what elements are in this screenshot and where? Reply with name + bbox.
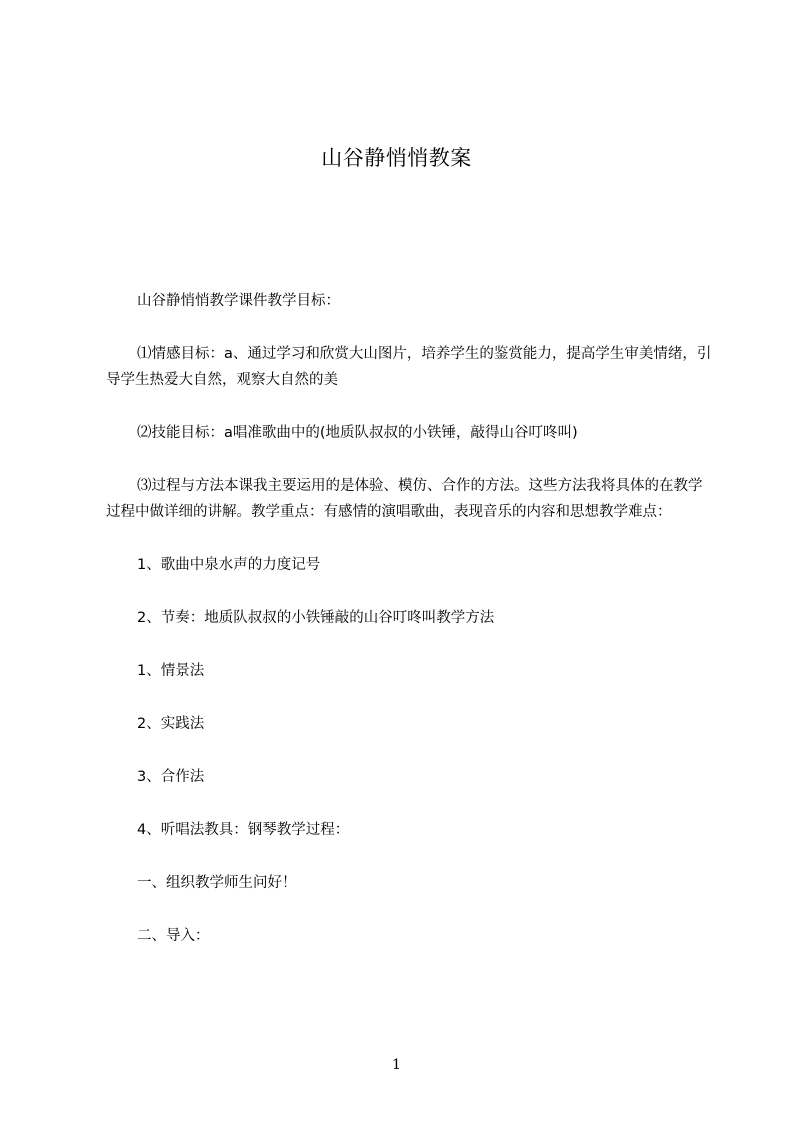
page-number: 1 [392, 1057, 401, 1073]
section-heading: 一、组织教学师生问好！ [137, 875, 297, 891]
paragraph: ⑴情感目标：a、通过学习和欣赏大山图片，培养学生的鉴赏能力，提高学生审美情绪，引导学生热爱大自然，观察大自然的美 [106, 346, 712, 388]
paragraph: ⑶过程与方法本课我主要运用的是体验、模仿、合作的方法。这些方法我将具体的在教学过程中做详细的讲解。教学重点：有感情的演唱歌曲，表现音乐的内容和思想教学难点： [106, 478, 703, 520]
paragraph: 山谷静悄悄教学课件教学目标： [137, 293, 340, 309]
document-title: 山谷静悄悄教案 [321, 146, 472, 170]
list-item: 2、节奏：地质队叔叔的小铁锤敲的山谷叮咚叫教学方法 [137, 610, 495, 626]
document-body [106, 288, 716, 976]
list-item: 4、听唱法教具：钢琴教学过程： [137, 822, 350, 838]
list-item: 1、歌曲中泉水声的力度记号 [137, 557, 321, 573]
list-item: 3、合作法 [137, 769, 205, 785]
list-item: 2、实践法 [137, 716, 205, 732]
paragraph: ⑵技能目标：a唱准歌曲中的(地质队叔叔的小铁锤，敲得山谷叮咚叫) [137, 425, 578, 441]
section-heading: 二、导入： [137, 928, 210, 944]
list-item: 1、情景法 [137, 663, 205, 679]
